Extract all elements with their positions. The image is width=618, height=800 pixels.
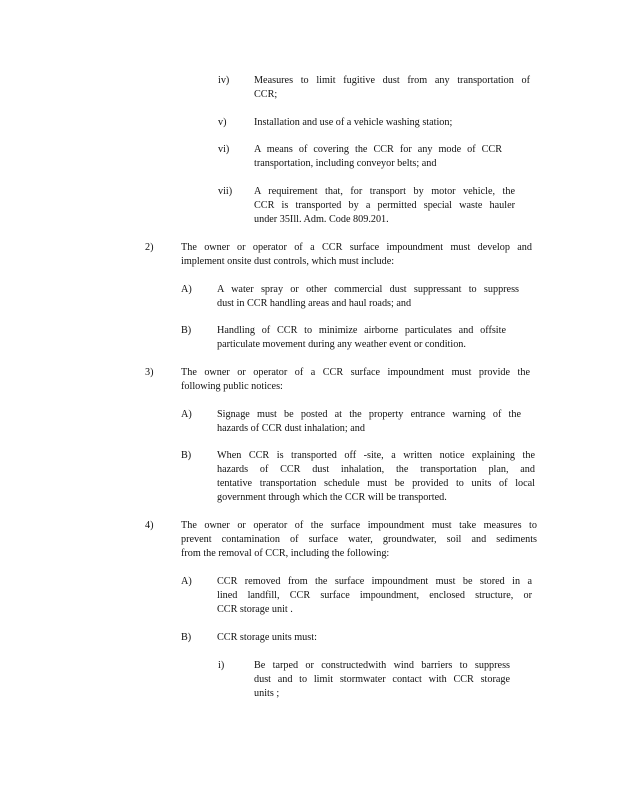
- paragraph-line: CCR storage units must:: [217, 632, 317, 643]
- paragraph-line: Handling of CCR to minimize airborne particulates and offsite: [217, 325, 506, 336]
- paragraph-line: Signage must be posted at the property entrance warning of the: [217, 409, 521, 420]
- paragraph-line: Measures to limit fugitive dust from any transportation of: [254, 75, 530, 86]
- paragraph-line: lined landfill, CCR surface impoundment, enclosed structure, or: [217, 590, 532, 601]
- paragraph-line: transportation, including conveyor belts; and: [254, 158, 437, 169]
- paragraph-line: A requirement that, for transport by motor vehicle, the: [254, 186, 515, 197]
- list-marker: 4): [145, 520, 154, 531]
- paragraph-line: hazards of CCR dust inhalation, the transportation plan, and: [217, 464, 535, 475]
- list-marker: A): [181, 284, 192, 295]
- paragraph-line: particulate movement during any weather event or condition.: [217, 339, 466, 350]
- list-marker: iv): [218, 75, 230, 86]
- paragraph-line: Be tarped or constructedwith wind barriers to suppress: [254, 660, 510, 671]
- paragraph-line: from the removal of CCR, including the following:: [181, 548, 390, 559]
- paragraph-line: dust in CCR handling areas and haul roads; and: [217, 298, 412, 309]
- paragraph-line: A water spray or other commercial dust suppressant to suppress: [217, 284, 519, 295]
- list-marker: 2): [145, 242, 154, 253]
- paragraph-line: hazards of CCR dust inhalation; and: [217, 423, 365, 434]
- list-marker: B): [181, 632, 192, 643]
- list-marker: v): [218, 117, 227, 128]
- list-marker: 3): [145, 367, 154, 378]
- list-marker: vi): [218, 144, 230, 155]
- paragraph-line: units ;: [254, 688, 280, 699]
- paragraph-line: CCR;: [254, 89, 278, 100]
- paragraph-line: A means of covering the CCR for any mode of CCR: [254, 144, 502, 155]
- list-marker: i): [218, 660, 225, 671]
- list-marker: A): [181, 576, 192, 587]
- paragraph-line: dust and to limit stormwater contact with CCR storage: [254, 674, 510, 685]
- paragraph-line: The owner or operator of the surface impoundment must take measures to: [181, 520, 537, 531]
- list-marker: vii): [218, 186, 233, 197]
- paragraph-line: When CCR is transported off -site, a written notice explaining the: [217, 450, 535, 461]
- paragraph-line: tentative transportation schedule must be provided to units of local: [217, 478, 535, 489]
- paragraph-line: The owner or operator of a CCR surface impoundment must develop and: [181, 242, 532, 253]
- paragraph-line: under 35Ill. Adm. Code 809.201.: [254, 214, 389, 225]
- paragraph-line: implement onsite dust controls, which must include:: [181, 256, 395, 267]
- paragraph-line: CCR is transported by a permitted special waste hauler: [254, 200, 515, 211]
- paragraph-line: Installation and use of a vehicle washing station;: [254, 117, 453, 128]
- paragraph-line: CCR removed from the surface impoundment must be stored in a: [217, 576, 532, 587]
- list-marker: B): [181, 325, 192, 336]
- paragraph-line: following public notices:: [181, 381, 283, 392]
- paragraph-line: The owner or operator of a CCR surface impoundment must provide the: [181, 367, 530, 378]
- paragraph-line: government through which the CCR will be transported.: [217, 492, 447, 503]
- list-marker: A): [181, 409, 192, 420]
- paragraph-line: prevent contamination of surface water, groundwater, soil and sediments: [181, 534, 537, 545]
- list-marker: B): [181, 450, 192, 461]
- paragraph-line: CCR storage unit .: [217, 604, 293, 615]
